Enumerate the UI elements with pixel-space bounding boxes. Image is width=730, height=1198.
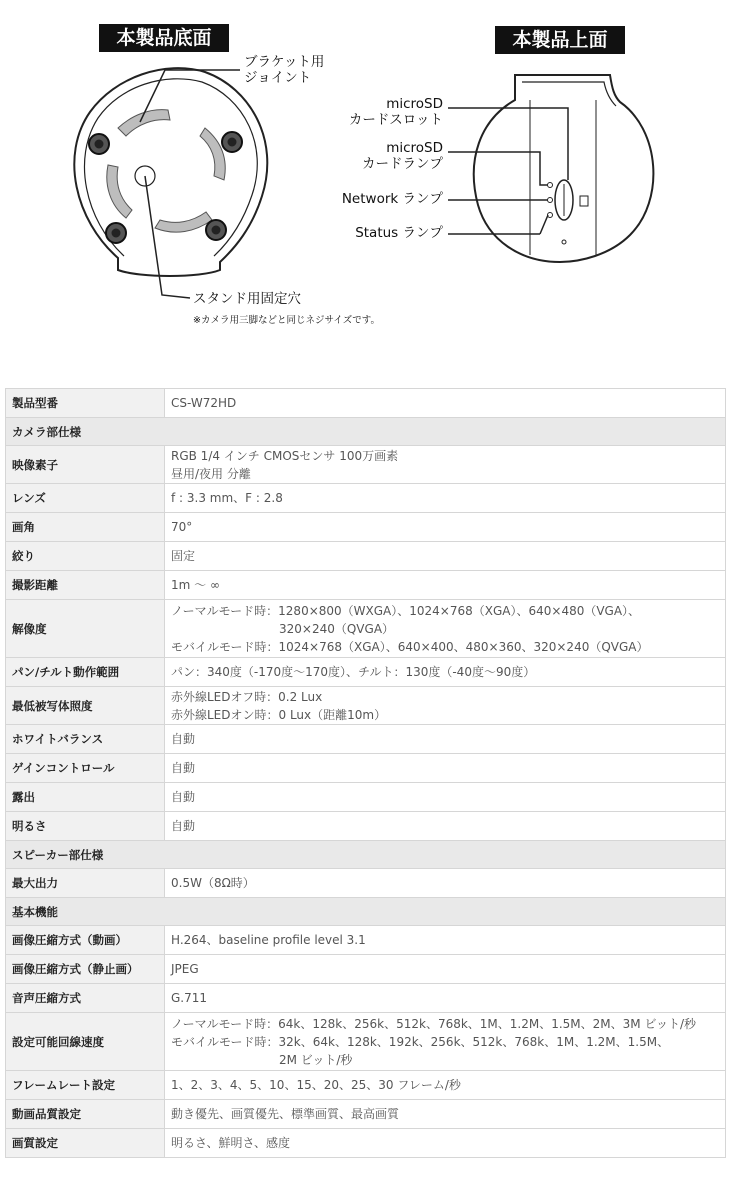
spec-value [165,1013,726,1071]
spec-value-line: パン：340度（-170度～170度）、チルト：130度（-40度～90度） [171,665,536,679]
spec-value-line: 自動 [171,761,196,775]
table-row [6,1100,726,1129]
spec-key: 製品型番 [6,389,165,418]
spec-key: 露出 [6,783,165,812]
spec-value-line: 動き優先、画質優先、標準画質、最高画質 [171,1107,400,1121]
spec-value-line: 1m ～ ∞ [171,578,220,592]
table-row [6,658,726,687]
spec-key: レンズ [6,484,165,513]
product-diagram [0,0,730,340]
spec-value-line: JPEG [171,962,199,976]
spec-value-line: 自動 [171,790,196,804]
spec-value [165,725,726,754]
stand-note: ※カメラ用三脚などと同じネジサイズです。 [193,315,380,326]
spec-key: 撮影距離 [6,571,165,600]
spec-value-line: モバイルモード時：1024×768（XGA）、640×400、480×360、320×240（QVGA） [171,639,649,654]
spec-table [5,388,726,1158]
section-row [6,841,726,869]
table-row [6,869,726,898]
spec-value-line: 昼用/夜用 分離 [171,466,251,481]
spec-value [165,600,726,658]
table-row [6,484,726,513]
top-view-title: 本製品上面 [495,26,625,54]
spec-value [165,446,726,484]
spec-value-line: G.711 [171,991,208,1005]
spec-value-line: RGB 1/4 インチ CMOSセンサ 100万画素 [171,448,399,463]
section-heading: スピーカー部仕様 [6,841,726,869]
table-row [6,725,726,754]
network-lamp-label: Network ランプ [341,191,443,207]
section-heading: カメラ部仕様 [6,418,726,446]
spec-key: フレームレート設定 [6,1071,165,1100]
section-row [6,898,726,926]
spec-value-line: H.264、baseline profile level 3.1 [171,933,366,947]
spec-key: ゲインコントロール [6,754,165,783]
spec-value-line: 赤外線LEDオフ時：0.2 Lux [171,689,323,704]
table-row [6,754,726,783]
table-row [6,542,726,571]
spec-value [165,687,726,725]
spec-value-line: 1、2、3、4、5、10、15、20、25、30 フレーム/秒 [171,1078,461,1092]
spec-key: 映像素子 [6,446,165,484]
spec-key: 最大出力 [6,869,165,898]
spec-value [165,1100,726,1129]
spec-value-line: ノーマルモード時：1280×800（WXGA）、1024×768（XGA）、640×480（VGA）、 [171,603,641,618]
table-row [6,600,726,658]
spec-key: 画質設定 [6,1129,165,1158]
spec-key: 動画品質設定 [6,1100,165,1129]
spec-value [165,484,726,513]
spec-value-line: CS-W72HD [171,396,237,410]
spec-value [165,571,726,600]
spec-value-line: 320×240（QVGA） [279,621,395,636]
spec-key: 明るさ [6,812,165,841]
spec-key: パン/チルト動作範囲 [6,658,165,687]
spec-value-line: 固定 [171,549,196,563]
spec-value [165,1129,726,1158]
spec-value-line: 自動 [171,732,196,746]
table-row [6,687,726,725]
section-row [6,418,726,446]
spec-value [165,513,726,542]
table-row [6,446,726,484]
status-lamp-label: Status ランプ [355,225,443,241]
spec-value [165,926,726,955]
table-row [6,1013,726,1071]
spec-value [165,1071,726,1100]
spec-key: 絞り [6,542,165,571]
table-row [6,571,726,600]
spec-value-line: 自動 [171,819,196,833]
table-row [6,389,726,418]
spec-value [165,984,726,1013]
table-row [6,513,726,542]
top-view-drawing [448,75,653,262]
spec-key: ホワイトバランス [6,725,165,754]
spec-key: 画像圧縮方式（動画） [6,926,165,955]
table-row [6,783,726,812]
spec-key: 最低被写体照度 [6,687,165,725]
spec-value [165,783,726,812]
stand-hole-label: スタンド用固定穴 [193,291,301,307]
microsd-lamp-label: microSD カードランプ [362,140,443,172]
spec-value-line: 2M ビット/秒 [279,1052,353,1067]
spec-key: 解像度 [6,600,165,658]
spec-key: 設定可能回線速度 [6,1013,165,1071]
spec-key: 音声圧縮方式 [6,984,165,1013]
spec-key: 画像圧縮方式（静止画） [6,955,165,984]
spec-value [165,754,726,783]
spec-value [165,955,726,984]
bottom-view-title: 本製品底面 [99,24,229,52]
spec-value [165,658,726,687]
table-row [6,1071,726,1100]
table-row [6,1129,726,1158]
spec-value-line: f : 3.3 mm、F : 2.8 [171,491,283,505]
spec-value [165,542,726,571]
spec-value-line: 赤外線LEDオン時：0 Lux（距離10m） [171,707,387,722]
table-row [6,926,726,955]
spec-value-line: 明るさ、鮮明さ、感度 [171,1136,291,1150]
bracket-joint-label: ブラケット用 ジョイント [244,54,325,86]
spec-value [165,812,726,841]
spec-key: 画角 [6,513,165,542]
section-heading: 基本機能 [6,898,726,926]
spec-value-line: 70° [171,520,193,534]
microsd-slot-label: microSD カードスロット [348,96,443,128]
spec-value [165,869,726,898]
spec-value [165,389,726,418]
spec-value-line: ノーマルモード時：64k、128k、256k、512k、768k、1M、1.2M、1.5M、2M、3M ビット/秒 [171,1016,697,1031]
spec-value-line: モバイルモード時：32k、64k、128k、192k、256k、512k、768k、1M、1.2M、1.5M、 [171,1034,670,1049]
table-row [6,955,726,984]
spec-value-line: 0.5W（8Ω時） [171,876,255,890]
bottom-view-drawing [74,68,267,298]
table-row [6,984,726,1013]
table-row [6,812,726,841]
